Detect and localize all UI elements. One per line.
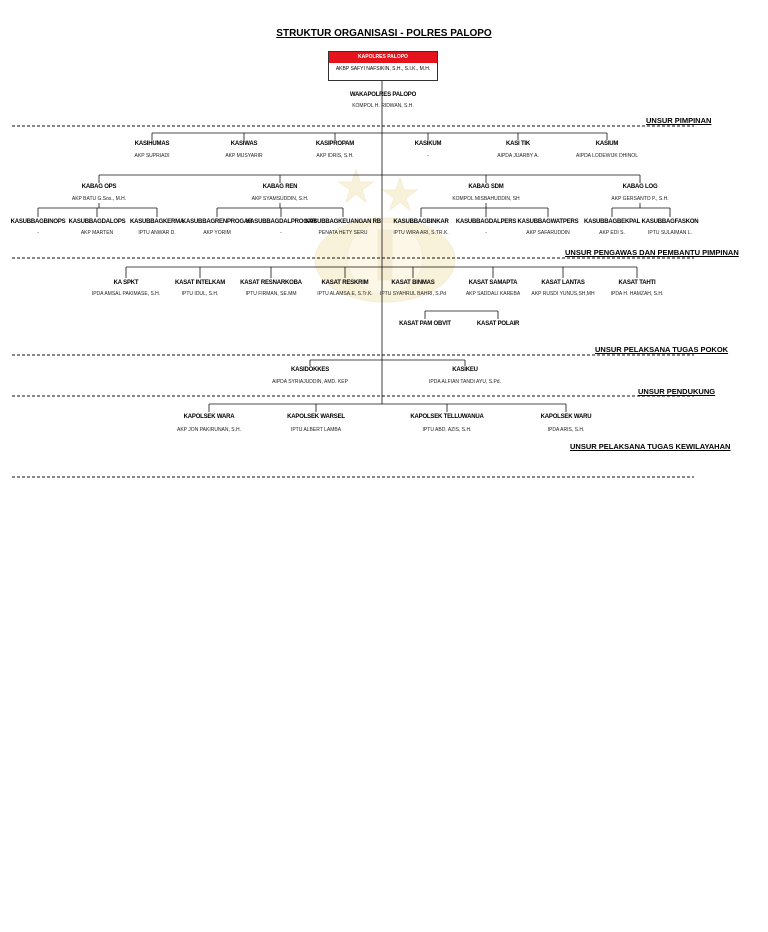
- kasubbag-title-8: KASUBBAGWATPERS: [517, 219, 579, 225]
- kabag-name-0: AKP BATU G.Sos., M.H.: [71, 196, 127, 202]
- section-label-pengawas: UNSUR PENGAWAS DAN PEMBANTU PIMPINAN: [565, 248, 739, 257]
- kapolres-title: KAPOLRES PALOPO: [329, 52, 437, 63]
- kasat-title-5: KASAT SAMAPTA: [468, 280, 518, 286]
- pendukung-title-1: KASIKEU: [452, 367, 478, 373]
- polsek-name-2: IPTU ABD. AZIS, S.H.: [422, 427, 472, 433]
- polsek-title-1: KAPOLSEK WARSEL: [287, 414, 345, 420]
- kasubbag-name-2: IPTU ANWAR D.: [138, 230, 176, 236]
- kasubbag-title-3: KASUBBAGRENPROGAR: [181, 219, 253, 225]
- section-label-kewilayahan: UNSUR PELAKSANA TUGAS KEWILAYAHAN: [570, 442, 731, 451]
- kasubbag-title-6: KASUBBAGBINKAR: [393, 219, 449, 225]
- kasubbag-name-9: AKP EDI S.: [599, 230, 625, 236]
- kasubbag-name-8: AKP SAFARUDDIN: [526, 230, 570, 236]
- row1-title-0: KASIHUMAS: [134, 141, 170, 147]
- kasat-name-4: IPTU SYAHRUL BAHRI, S.Pd: [379, 291, 447, 297]
- kasat-name-0: IPDA AMSAL PAKIMASE, S.H.: [91, 291, 161, 297]
- kasat-title-0: KA SPKT: [113, 280, 139, 286]
- kasat-name-3: IPTU ALAMSA.E, S.Tr.K.: [317, 291, 373, 297]
- row1-title-4: KASI TIK: [505, 141, 531, 147]
- kasat-title-2: KASAT RESNARKOBA: [240, 280, 302, 286]
- polsek-name-3: IPDA ARIS, S.H.: [547, 427, 585, 433]
- polsek-title-2: KAPOLSEK TELLUWANUA: [410, 414, 484, 420]
- kabag-title-3: KABAG LOG: [622, 184, 658, 190]
- kasubbag-name-0: -: [37, 230, 39, 236]
- kasat2-title-1: KASAT POLAIR: [476, 321, 520, 327]
- kasat-title-1: KASAT INTELKAM: [174, 280, 226, 286]
- kabag-title-0: KABAG OPS: [81, 184, 117, 190]
- kasat-title-4: KASAT BINMAS: [391, 280, 435, 286]
- section-label-pokok: UNSUR PELAKSANA TUGAS POKOK: [595, 345, 729, 354]
- page-title: STRUKTUR ORGANISASI - POLRES PALOPO: [276, 28, 492, 39]
- kasat2-title-0: KASAT PAM OBVIT: [399, 321, 451, 327]
- kasubbag-name-7: -: [485, 230, 487, 236]
- section-label-pendukung: UNSUR PENDUKUNG: [638, 387, 716, 396]
- row1-name-3: -: [427, 153, 429, 159]
- kasubbag-name-6: IPTU WIRA ARI, S.TR.K.: [393, 230, 449, 236]
- kabag-title-2: KABAG SDM: [468, 184, 504, 190]
- kapolres-name: AKBP SAFYI NAFSIKIN, S.H., S.I.K., M.H.: [335, 66, 431, 72]
- kasat-title-3: KASAT RESKRIM: [321, 280, 369, 286]
- wakapolres-name: KOMPOL H. RIDWAN, S.H.: [352, 103, 414, 109]
- pendukung-name-0: AIPDA SYRIAJUDDIN, AMD. KEP: [272, 379, 348, 385]
- kasubbag-title-0: KASUBBAGBINOPS: [10, 219, 66, 225]
- kasubbag-name-4: -: [280, 230, 282, 236]
- kasat-name-7: IPDA H. HAMZAH, S.H.: [610, 291, 664, 297]
- wakapolres-title: WAKAPOLRES PALOPO: [349, 92, 417, 98]
- row1-title-3: KASIKUM: [414, 141, 442, 147]
- kasubbag-title-5: KASUBBAGKEUANGAN RB: [305, 219, 381, 225]
- kabag-name-3: AKP GERSANTO P., S.H.: [611, 196, 669, 202]
- kasubbag-title-4: KASUBBAGDALPROGAR: [246, 219, 316, 225]
- polsek-title-3: KAPOLSEK WARU: [540, 414, 592, 420]
- kasat-name-2: IPTU FIRMAN, SE.MM: [245, 291, 297, 297]
- kasat-name-5: AKP SADDALI KAREBA: [465, 291, 521, 297]
- kapolres-box: [328, 51, 438, 81]
- kasat-title-7: KASAT TAHTI: [618, 280, 656, 286]
- polsek-name-0: AKP JON PAKIRUNAN, S.H.: [177, 427, 241, 433]
- kasubbag-title-9: KASUBBAGBEKPAL: [583, 219, 641, 225]
- kasubbag-title-7: KASUBBAGDALPERS: [455, 219, 517, 225]
- row1-name-1: AKP MUSYARIR: [225, 153, 263, 159]
- pendukung-title-0: KASIDOKKES: [290, 367, 330, 373]
- row1-title-2: KASIPROPAM: [315, 141, 355, 147]
- polsek-title-0: KAPOLSEK WARA: [183, 414, 235, 420]
- polsek-name-1: IPTU ALBERT LAMBA: [290, 427, 342, 433]
- kasubbag-title-1: KASUBBAGDALOPS: [68, 219, 126, 225]
- kasubbag-name-3: AKP YORIM: [203, 230, 231, 236]
- pendukung-name-1: IPDA ALFIAN TANDI AYU, S.Pd.: [429, 379, 501, 385]
- kabag-title-1: KABAG REN: [262, 184, 298, 190]
- kasat-title-6: KASAT LANTAS: [541, 280, 585, 286]
- kasubbag-name-10: IPTU SULAIMAN L.: [648, 230, 692, 236]
- kabag-name-2: KOMPOL MISBAHUDDIN, SH: [452, 196, 520, 202]
- kasubbag-title-2: KASUBBAGKERMA: [129, 219, 185, 225]
- row1-name-0: AKP SUPRIADI: [134, 153, 170, 159]
- row1-name-4: AIPDA JUARBY A.: [497, 153, 539, 159]
- row1-name-2: AKP IDRIS, S.H.: [316, 153, 354, 159]
- row1-title-1: KASIWAS: [230, 141, 258, 147]
- section-label-pimpinan: UNSUR PIMPINAN: [646, 116, 712, 125]
- kasubbag-name-5: PENATA HETY SERU: [318, 230, 368, 236]
- row1-name-5: AIPDA LODEWIJK DHINOL: [576, 153, 638, 159]
- kasubbag-title-10: KASUBBAGFASKON: [641, 219, 699, 225]
- row1-title-5: KASIUM: [595, 141, 619, 147]
- kasat-name-1: IPTU IDUL, S.H.: [181, 291, 219, 297]
- kabag-name-1: AKP SYAMSUDDIN, S.H.: [251, 196, 309, 202]
- kasubbag-name-1: AKP MARTEN: [80, 230, 114, 236]
- kasat-name-6: AKP RUSDI YUNUS,SH,MH: [531, 291, 595, 297]
